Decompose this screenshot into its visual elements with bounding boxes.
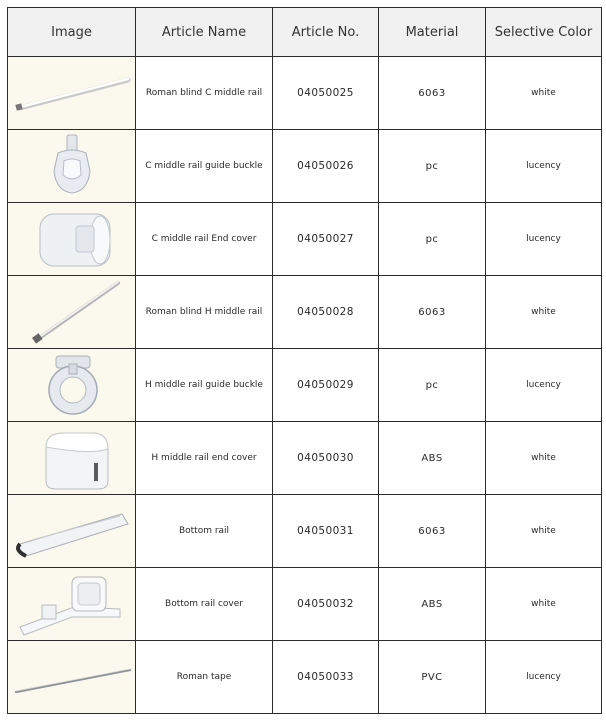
selective-color: white: [486, 57, 602, 130]
table-row: [8, 276, 602, 349]
bottom-rail-cover-image: [10, 569, 134, 639]
table-row: [8, 130, 602, 203]
article-name: H middle rail end cover: [136, 422, 273, 495]
header-selective-color: Selective Color: [486, 8, 602, 57]
material: pc: [379, 203, 486, 276]
article-number: 04050029: [273, 349, 379, 422]
material: pc: [379, 349, 486, 422]
image-cell: [8, 641, 136, 714]
selective-color: lucency: [486, 203, 602, 276]
article-name: C middle rail End cover: [136, 203, 273, 276]
image-cell: [8, 203, 136, 276]
selective-color: lucency: [486, 349, 602, 422]
article-number: 04050027: [273, 203, 379, 276]
article-name: Bottom rail: [136, 495, 273, 568]
roman-tape-image: [10, 642, 134, 712]
article-number: 04050028: [273, 276, 379, 349]
article-name: Roman blind C middle rail: [136, 57, 273, 130]
table-row: [8, 641, 602, 714]
header-image: Image: [8, 8, 136, 57]
product-table: [7, 7, 602, 714]
material: PVC: [379, 641, 486, 714]
selective-color: lucency: [486, 641, 602, 714]
c-rail-end-cover-image: [10, 204, 134, 274]
selective-color: white: [486, 422, 602, 495]
material: 6063: [379, 495, 486, 568]
image-cell: [8, 495, 136, 568]
header-material: Material: [379, 8, 486, 57]
table-row: [8, 422, 602, 495]
table-row: [8, 568, 602, 641]
article-number: 04050031: [273, 495, 379, 568]
material: pc: [379, 130, 486, 203]
h-rail-guide-buckle-image: [10, 350, 134, 420]
material: ABS: [379, 422, 486, 495]
table-row: [8, 349, 602, 422]
article-name: Bottom rail cover: [136, 568, 273, 641]
header-article-name: Article Name: [136, 8, 273, 57]
image-cell: [8, 349, 136, 422]
image-cell: [8, 130, 136, 203]
article-number: 04050032: [273, 568, 379, 641]
article-number: 04050030: [273, 422, 379, 495]
header-article-no: Article No.: [273, 8, 379, 57]
header-row: [8, 8, 602, 57]
article-number: 04050025: [273, 57, 379, 130]
bottom-rail-image: [10, 496, 134, 566]
article-number: 04050033: [273, 641, 379, 714]
image-cell: [8, 568, 136, 641]
material: 6063: [379, 57, 486, 130]
selective-color: white: [486, 276, 602, 349]
selective-color: lucency: [486, 130, 602, 203]
material: 6063: [379, 276, 486, 349]
image-cell: [8, 422, 136, 495]
c-middle-rail-image: [10, 58, 134, 128]
table-row: [8, 57, 602, 130]
material: ABS: [379, 568, 486, 641]
c-rail-guide-buckle-image: [10, 131, 134, 201]
selective-color: white: [486, 568, 602, 641]
article-name: C middle rail guide buckle: [136, 130, 273, 203]
table-row: [8, 203, 602, 276]
article-number: 04050026: [273, 130, 379, 203]
h-middle-rail-image: [10, 277, 134, 347]
image-cell: [8, 276, 136, 349]
table-row: [8, 495, 602, 568]
article-name: Roman blind H middle rail: [136, 276, 273, 349]
article-name: Roman tape: [136, 641, 273, 714]
image-cell: [8, 57, 136, 130]
article-name: H middle rail guide buckle: [136, 349, 273, 422]
h-rail-end-cover-image: [10, 423, 134, 493]
selective-color: white: [486, 495, 602, 568]
